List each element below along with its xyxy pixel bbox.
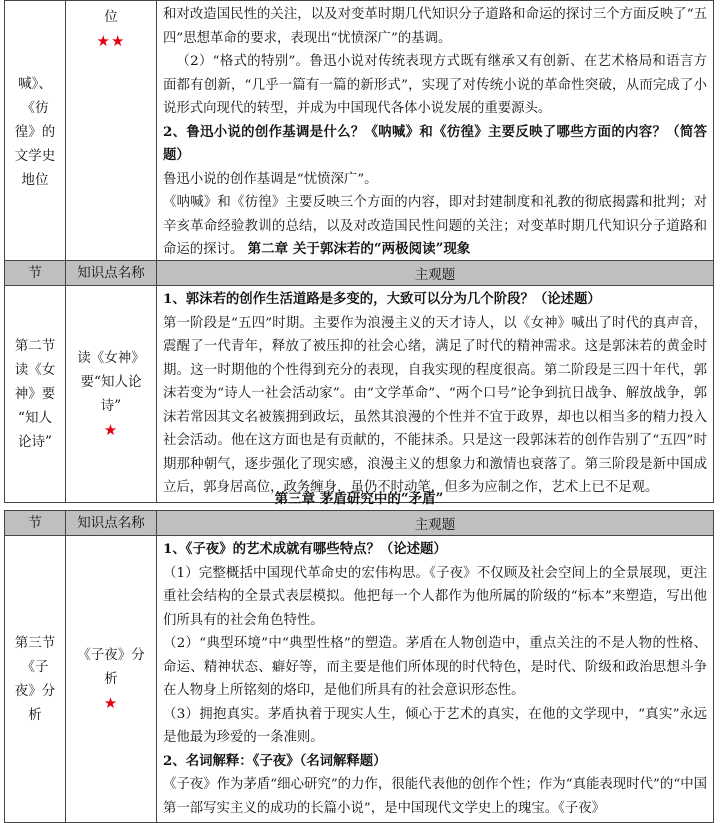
importance-stars: ★ [103, 420, 119, 439]
knowledge-point-name: 读《女神》 [77, 349, 145, 366]
question-text: 1、《子夜》的艺术成就有哪些特点？（论述题） [163, 541, 447, 557]
knowledge-point-cell [66, 286, 157, 503]
section-line: 夜》分 [14, 683, 56, 699]
answer-text: 和对改造国民性的关注，以及对变革时期几代知识分子道路和命运的探讨三个方面反映了“五四”思想革命的要求，表现出“忧愤深广”的基调。 [163, 7, 707, 46]
answer-text: 第一阶段是“五四”时期。主要作为浪漫主义的天才诗人，以《女神》喊出了时代的真声音，震醒了一代青年，释放了被压抑的社会心绪，满足了时代的精神需求。这是郭沫若的黄金时期。这一时期他的个性得到充分的表现，自我实现的程度很高。第二阶段是三四十年代，郭沫若变为“诗人一社会活动家”。由“文学革命”、“两个口号”论争到抗日战争、解放战争，郭沫若常因其文名被簇拥到政坛，虽然其浪漫的个性并不宜于政界，却也以相当多的精力投入社会活动。他在这方面也是有贡献的，不能抹杀。只是这一段郭沫若的创作告别了“五四”时期那种朝气，逐步强化了现实感，浪漫主义的想象力和激情也衰落了。第三阶段是新中国成立后，郭身居高位，政务缠身，虽仍不时动笔，但多为应制之作，艺术上已不足观。 [163, 315, 707, 495]
section-line: 第二节 [14, 337, 56, 354]
chapter3-table [4, 510, 714, 823]
header-topic: 主观题 [157, 511, 714, 536]
knowledge-point-name: 位 [104, 9, 118, 25]
header-section: 节 [5, 261, 66, 286]
section-line: 读《女 [14, 361, 56, 378]
question-text: 1、郭沫若的创作生活道路是多变的，大致可以分为几个阶段？（论述题） [163, 291, 601, 307]
topic-cell [157, 1, 714, 265]
section-line: 《彷 [21, 100, 49, 117]
section-line: 徨》的 [14, 124, 56, 141]
knowledge-point-name: 诗” [100, 397, 122, 414]
section-cell [5, 286, 66, 503]
knowledge-point-cell [66, 1, 157, 265]
knowledge-point-cell [66, 536, 157, 823]
question-text: 2、鲁迅小说的创作基调是什么？《呐喊》和《彷徨》主要反映了哪些方面的内容？（简答题） [163, 123, 707, 163]
header-section: 节 [5, 511, 66, 536]
chapter-title: 第三章 茅盾研究中的“矛盾” [274, 491, 444, 507]
topic-cell [157, 536, 714, 823]
section-line: 神》要 [14, 385, 56, 402]
header-topic: 主观题 [157, 261, 714, 286]
section-line: 第三节 [14, 635, 56, 651]
section-cell [5, 536, 66, 823]
section-line: 地位 [21, 172, 49, 189]
section-line: “知人 [18, 409, 52, 426]
answer-text: （1）完整概括中国现代革命史的宏伟构思。《子夜》不仅顾及社会空间上的全景展现，更注重社会结构的全景式表层模拟。他把每一个人都作为他所属的阶级的“标本”来塑造，写出他们所具有的社会角色特性。 [163, 565, 707, 628]
section-cell [5, 1, 66, 265]
answer-text: （2）“格式的特别”。鲁迅小说对传统表现方式既有继承又有创新、在艺术格局和语言方面都有创新，“几乎一篇有一篇的新形式”，实现了对传统小说的革命性突破，从而完成了小说形式向现代的转型，并成为中国现代各体小说发展的重要源头。 [163, 54, 707, 116]
knowledge-point-name: 《子夜》分 [77, 647, 145, 663]
section-line: 喊》、 [18, 76, 52, 93]
importance-stars: ★★ [96, 32, 126, 50]
knowledge-point-name: 要“知人论 [80, 373, 142, 390]
header-knowledge-point: 知识点名称 [66, 261, 157, 286]
section-line: 《子 [21, 659, 49, 675]
answer-text: 《子夜》作为茅盾“细心研究”的力作，很能代表他的创作个性；作为“真能表现时代”的“中国第一部写实主义的成功的长篇小说”，是中国现代文学史上的瑰宝。《子夜》 [163, 777, 707, 816]
header-knowledge-point: 知识点名称 [66, 511, 157, 536]
question-text: 2、名词解释：《子夜》（名词解释题） [163, 752, 387, 769]
chapter2-table [4, 260, 714, 503]
chapter-title: 第二章 关于郭沫若的“两极阅读”现象 [247, 241, 471, 257]
section-line: 文学史 [14, 148, 56, 165]
topic-cell [157, 286, 714, 503]
section-line: 析 [28, 707, 42, 723]
importance-stars: ★ [103, 694, 119, 712]
answer-text: （3）拥抱真实。茅盾执着于现实人生，倾心于艺术的真实，在他的文学现中，“真实”永远是他最为珍爱的一条准则。 [163, 706, 707, 745]
answer-text: （2）“典型环境”中“典型性格”的塑造。茅盾在人物创造中，重点关注的不是人物的性格、命运、精神状态、癖好等，而主要是他们所体现的时代特色，是时代、阶级和政治思想斗争在人物身上所铭刻的烙印，是他们所具有的社会意识形态性。 [163, 636, 707, 698]
section-line: 论诗” [18, 433, 52, 450]
answer-text: 《呐喊》和《彷徨》主要反映三个方面的内容，即对封建制度和礼教的彻底揭露和批判；对辛亥革命经验教训的总结，以及对改造国民性问题的关注；对变革时期几代知识分子道路和命运的探讨。 [163, 195, 707, 257]
top-continuation-table [4, 0, 714, 265]
knowledge-point-name: 析 [104, 671, 118, 687]
answer-text: 鲁迅小说的创作基调是“忧愤深广”。 [163, 171, 378, 187]
